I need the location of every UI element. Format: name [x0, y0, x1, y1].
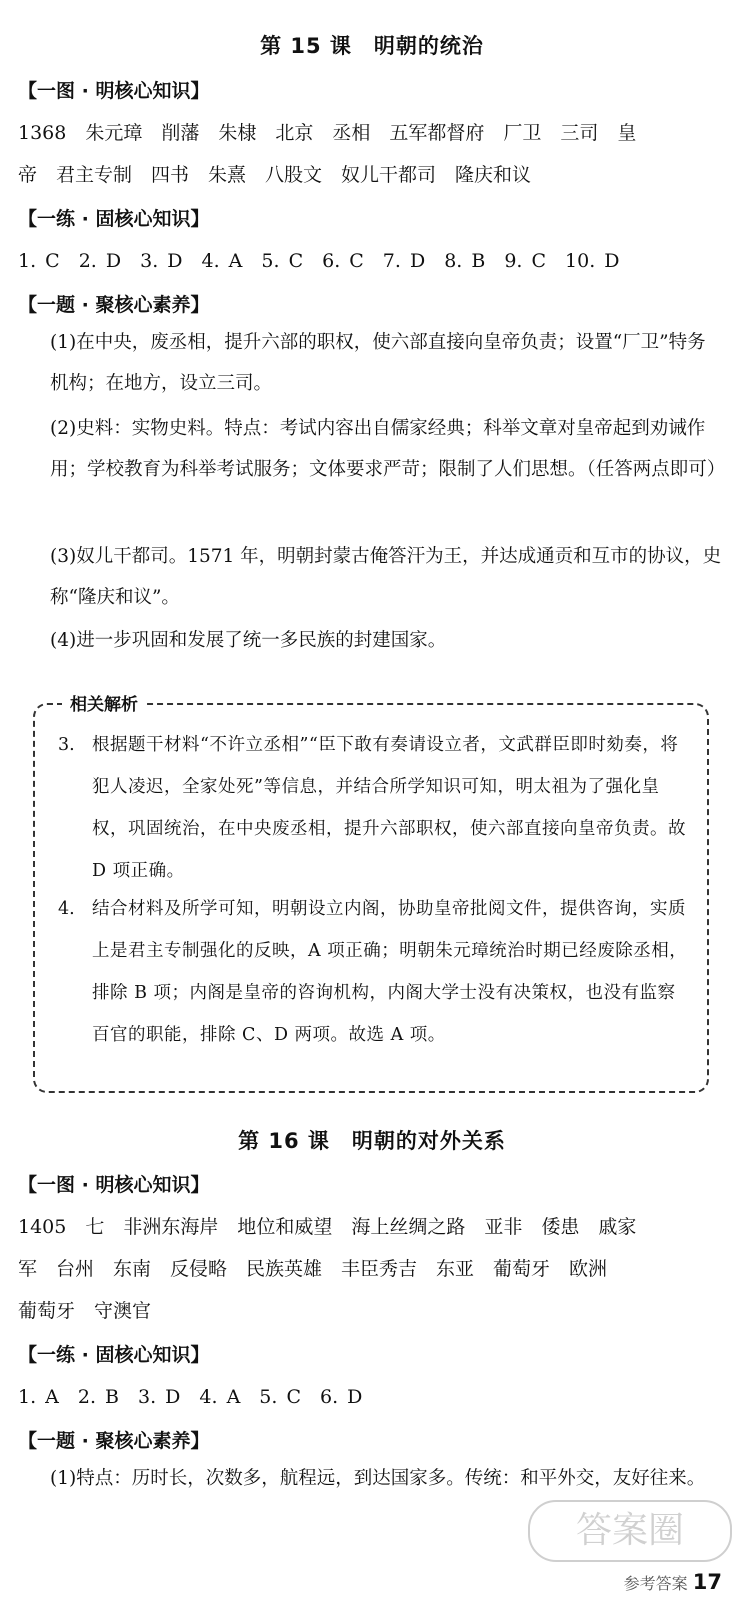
section-core-knowledge-map: 【一图 · 明核心知识】 — [18, 80, 210, 102]
keywords-line-1: 1405 七 非洲东海岸 地位和威望 海上丝绸之路 亚非 倭患 戚家 — [18, 1216, 637, 1238]
page-number: 17 — [692, 1570, 722, 1594]
section-core-knowledge-map: 【一图 · 明核心知识】 — [18, 1174, 210, 1196]
analysis-item-3 — [58, 724, 688, 892]
analysis-title: 相关解析 — [62, 690, 146, 715]
section-core-literacy: 【一题 · 聚核心素养】 — [18, 1430, 210, 1452]
keywords-line-2: 帝 君主专制 四书 朱熹 八股文 奴儿干都司 隆庆和议 — [18, 164, 532, 186]
footer-label: 参考答案 — [623, 1574, 688, 1593]
keywords-line-2: 军 台州 东南 反侵略 民族英雄 丰臣秀吉 东亚 葡萄牙 欧洲 — [18, 1258, 608, 1280]
analysis-item-number: 3. — [58, 735, 75, 755]
keywords-line-1: 1368 朱元璋 削藩 朱棣 北京 丞相 五军都督府 厂卫 三司 皇 — [18, 122, 637, 144]
lesson-16-title: 第 16 课 明朝的对外关系 — [238, 1129, 506, 1153]
analysis-item-number: 4. — [58, 899, 75, 919]
answer-q1: (1)特点：历时长，次数多，航程远，到达国家多。传统：和平外交，友好往来。 — [50, 1468, 706, 1489]
section-core-knowledge-practice: 【一练 · 固核心知识】 — [18, 1344, 210, 1366]
analysis-item-text: 结合材料及所学可知，明朝设立内阁，协助皇帝批阅文件，提供咨询，实质上是君主专制强化的反映，A 项正确；明朝朱元璋统治时期已经废除丞相，排除 B 项；内阁是皇帝的咨询机构，内阁大学士没有决策权，也没有监察百官的职能，排除 C、D 两项。故选 A 项。 — [92, 899, 688, 1045]
analysis-item-4 — [58, 888, 688, 1056]
section-core-literacy: 【一题 · 聚核心素养】 — [18, 294, 210, 316]
watermark: 答案圈 — [528, 1500, 732, 1562]
answer-q3: (3)奴儿干都司。1571 年，明朝封蒙古俺答汗为王，并达成通贡和互市的协议，史称“隆庆和议”。 — [50, 546, 722, 608]
keywords-line-3: 葡萄牙 守澳官 — [18, 1300, 152, 1322]
analysis-item-text: 根据题干材料“不许立丞相”“臣下敢有奏请设立者，文武群臣即时劾奏，将犯人凌迟，全家处死”等信息，并结合所学知识可知，明太祖为了强化皇权，巩固统治，在中央废丞相，提升六部职权，使六部直接向皇帝负责。故 D 项正确。 — [92, 735, 686, 881]
answer-q1: (1)在中央，废丞相，提升六部的职权，使六部直接向皇帝负责；设置“厂卫”特务机构；在地方，设立三司。 — [50, 332, 706, 394]
lesson-15-title: 第 15 课 明朝的统治 — [260, 34, 484, 58]
choice-answers: 1. A 2. B 3. D 4. A 5. C 6. D — [18, 1386, 363, 1408]
page-footer — [624, 1570, 722, 1594]
section-core-knowledge-practice: 【一练 · 固核心知识】 — [18, 208, 210, 230]
choice-answers: 1. C 2. D 3. D 4. A 5. C 6. C 7. D 8. B 9. C 10. D — [18, 250, 620, 272]
answer-q2: (2)史料：实物史料。特点：考试内容出自儒家经典；科举文章对皇帝起到劝诫作用；学校教育为科举考试服务；文体要求严苛；限制了人们思想。（任答两点即可） — [50, 418, 726, 480]
answer-q4: (4)进一步巩固和发展了统一多民族的封建国家。 — [50, 630, 447, 651]
